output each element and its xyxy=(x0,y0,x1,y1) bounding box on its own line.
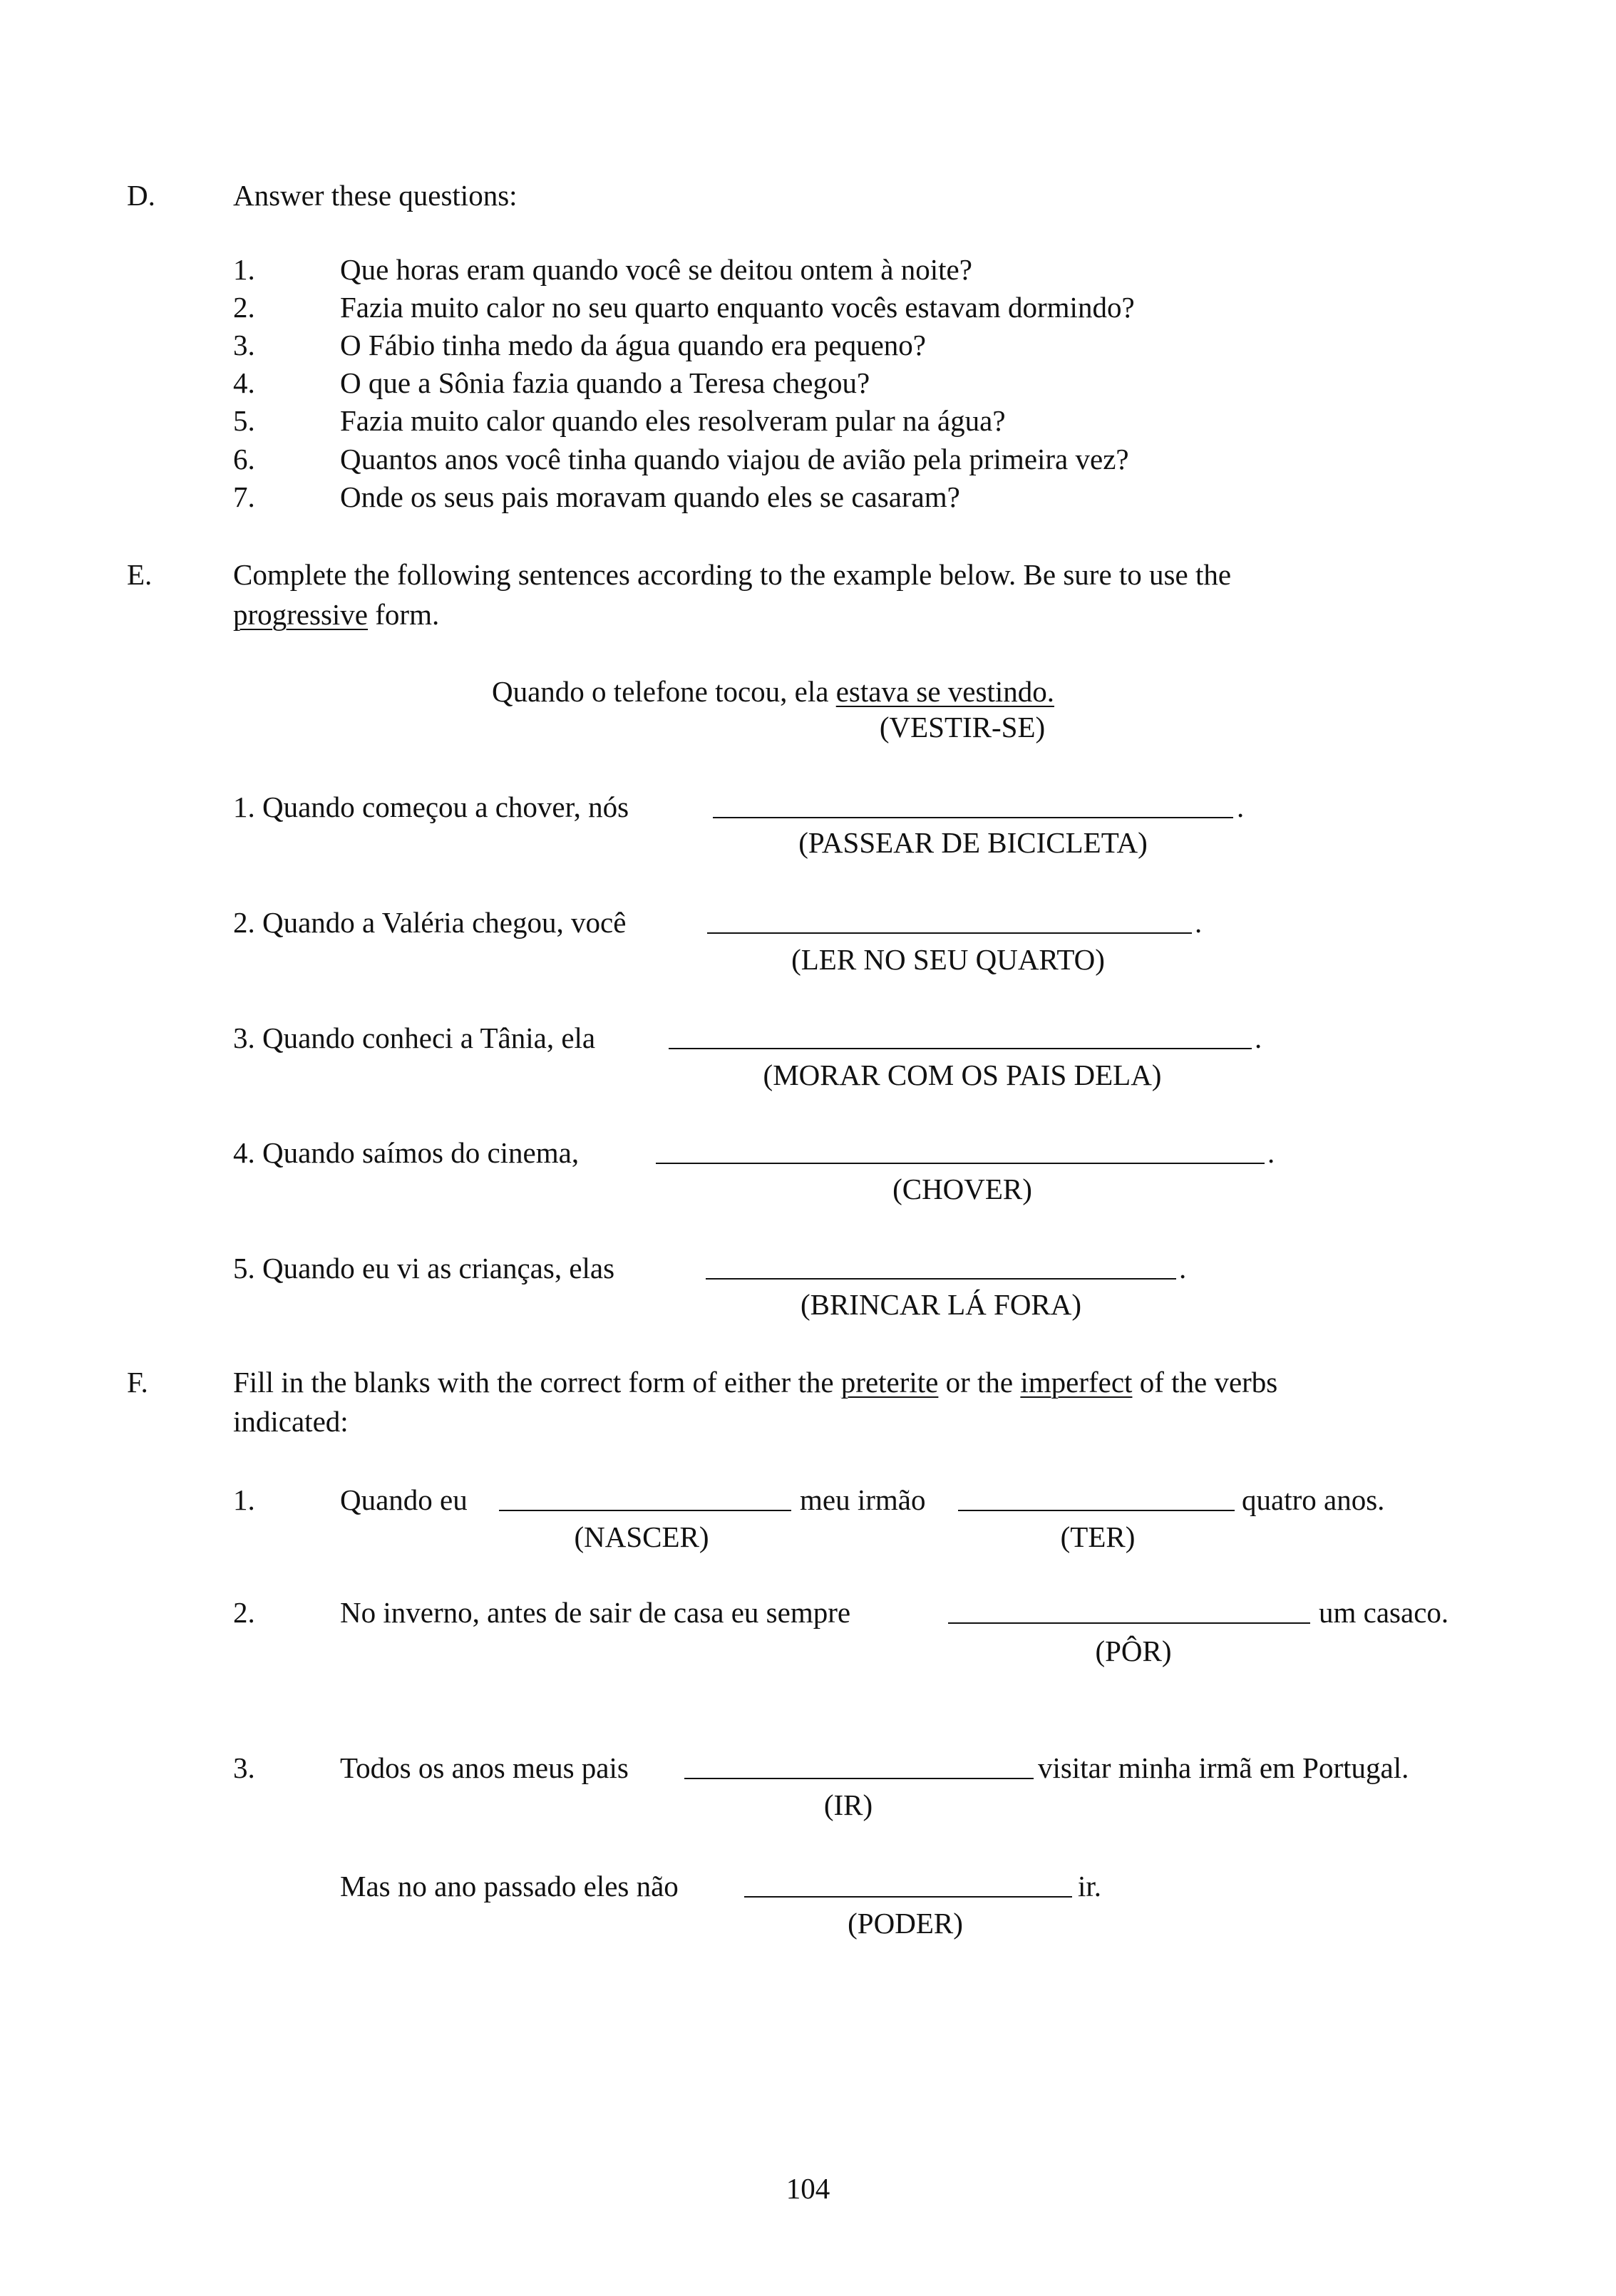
item-text: Quando a Valéria chegou, você xyxy=(262,906,627,939)
section-e-letter: E. xyxy=(127,558,153,591)
item-text: Quando saímos do cinema, xyxy=(262,1136,580,1169)
item-text: ir. xyxy=(1078,1870,1102,1903)
verb-hint: (PODER) xyxy=(848,1907,963,1940)
answer-blank[interactable] xyxy=(684,1754,1034,1779)
verb-hint: (PÔR) xyxy=(1095,1635,1172,1667)
item-number: 3. xyxy=(233,1021,255,1054)
item-end: . xyxy=(1255,1021,1262,1054)
question-number: 1. xyxy=(233,253,255,286)
question-number: 6. xyxy=(233,443,255,475)
item-text: Mas no ano passado eles não xyxy=(340,1870,679,1903)
item-text: Quando começou a chover, nós xyxy=(262,791,629,823)
item-end: . xyxy=(1237,791,1245,823)
question-text: O que a Sônia fazia quando a Teresa chegou? xyxy=(340,366,870,399)
item-end: . xyxy=(1267,1136,1275,1169)
preterite-term: preterite xyxy=(840,1366,939,1399)
section-d-letter: D. xyxy=(127,179,155,212)
item-number: 1. xyxy=(233,1483,255,1516)
question-number: 4. xyxy=(233,366,255,399)
question-text: Fazia muito calor no seu quarto enquanto vocês estavam dormindo? xyxy=(340,291,1135,324)
item-text: Quando conheci a Tânia, ela xyxy=(262,1021,596,1054)
item-number: 2. xyxy=(233,906,255,939)
instruction-text: Fill in the blanks with the correct form of either the xyxy=(233,1366,841,1399)
answer-blank[interactable] xyxy=(713,793,1233,818)
question-text: Que horas eram quando você se deitou ontem à noite? xyxy=(340,253,972,286)
question-text: O Fábio tinha medo da água quando era pequeno? xyxy=(340,329,927,361)
section-f-instruction xyxy=(233,1368,1277,1397)
answer-blank[interactable] xyxy=(707,908,1192,934)
example-text: Quando o telefone tocou, ela xyxy=(492,675,836,708)
answer-blank[interactable] xyxy=(499,1486,791,1511)
section-e-instruction: Complete the following sentences according to the example below. Be sure to use the xyxy=(233,558,1232,591)
answer-blank[interactable] xyxy=(706,1254,1176,1280)
item-number: 2. xyxy=(233,1596,255,1629)
item-number: 1. xyxy=(233,791,255,823)
question-number: 5. xyxy=(233,404,255,437)
item-end: . xyxy=(1195,906,1203,939)
question-text: Fazia muito calor quando eles resolveram pular na água? xyxy=(340,404,1006,437)
verb-hint: (BRINCAR LÁ FORA) xyxy=(800,1288,1082,1321)
question-text: Quantos anos você tinha quando viajou de avião pela primeira vez? xyxy=(340,443,1129,475)
exercise-item xyxy=(233,908,626,937)
exercise-item xyxy=(233,793,629,822)
answer-blank[interactable] xyxy=(744,1872,1072,1898)
verb-hint: (MORAR COM OS PAIS DELA) xyxy=(763,1059,1162,1091)
item-text: meu irmão xyxy=(800,1483,926,1516)
section-f-letter: F. xyxy=(127,1366,148,1399)
verb-hint: (CHOVER) xyxy=(892,1173,1032,1205)
item-text: um casaco. xyxy=(1319,1596,1449,1629)
answer-blank[interactable] xyxy=(669,1024,1252,1049)
answer-blank[interactable] xyxy=(948,1598,1310,1624)
example-verb: (VESTIR-SE) xyxy=(879,711,1046,743)
verb-hint: (NASCER) xyxy=(574,1520,709,1553)
instruction-text: of the verbs xyxy=(1132,1366,1278,1399)
exercise-item xyxy=(233,1254,614,1283)
verb-hint: (PASSEAR DE BICICLETA) xyxy=(798,826,1148,859)
instruction-text: or the xyxy=(938,1366,1021,1399)
item-text: Todos os anos meus pais xyxy=(340,1751,629,1784)
item-text: quatro anos. xyxy=(1242,1483,1385,1516)
example-answer: estava se vestindo. xyxy=(835,675,1054,708)
question-number: 2. xyxy=(233,291,255,324)
exercise-item xyxy=(233,1138,579,1168)
verb-hint: (LER NO SEU QUARTO) xyxy=(791,943,1105,976)
item-number: 4. xyxy=(233,1136,255,1169)
item-end: . xyxy=(1179,1252,1187,1285)
question-number: 3. xyxy=(233,329,255,361)
example-sentence xyxy=(492,677,1054,706)
item-number: 3. xyxy=(233,1751,255,1784)
exercise-item xyxy=(233,1021,596,1054)
item-text: visitar minha irmã em Portugal. xyxy=(1038,1751,1409,1784)
section-f-instruction-line2: indicated: xyxy=(233,1405,349,1438)
item-number: 5. xyxy=(233,1252,255,1285)
section-d-instruction: Answer these questions: xyxy=(233,179,518,212)
item-text: No inverno, antes de sair de casa eu sempre xyxy=(340,1596,851,1629)
progressive-term: progressive xyxy=(233,598,369,631)
answer-blank[interactable] xyxy=(958,1486,1235,1511)
answer-blank[interactable] xyxy=(656,1138,1265,1164)
item-text: Quando eu vi as crianças, elas xyxy=(262,1252,615,1285)
imperfect-term: imperfect xyxy=(1020,1366,1133,1399)
item-text: Quando eu xyxy=(340,1483,468,1516)
instruction-rest: form. xyxy=(368,598,440,631)
verb-hint: (TER) xyxy=(1060,1520,1136,1553)
page-number: 104 xyxy=(786,2172,830,2205)
question-text: Onde os seus pais moravam quando eles se casaram? xyxy=(340,480,960,513)
section-e-instruction-line2 xyxy=(233,600,439,629)
verb-hint: (IR) xyxy=(823,1788,873,1821)
question-number: 7. xyxy=(233,480,255,513)
